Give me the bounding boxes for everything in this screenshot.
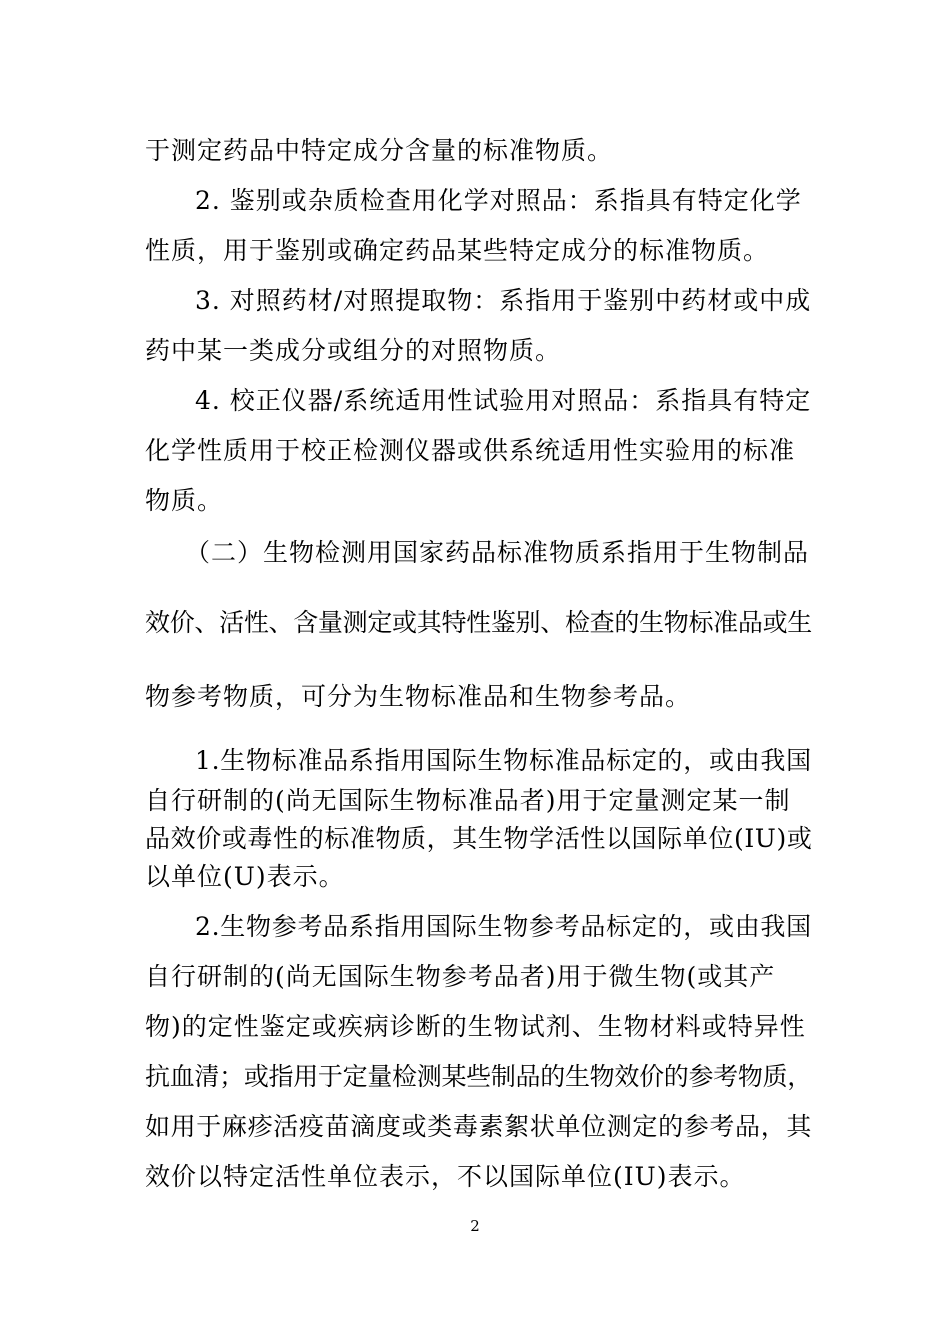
text-line: 物)的定性鉴定或疾病诊断的生物试剂、生物材料或特异性 — [145, 1012, 806, 1041]
text-line: 1.生物标准品系指用国际生物标准品标定的，或由我国 — [195, 746, 812, 775]
section-heading: （二）生物检测用国家药品标准物质系指用于生物制品 — [185, 538, 810, 567]
text-line: 物参考物质，可分为生物标准品和生物参考品。 — [145, 682, 692, 711]
text-line: 效价、活性、含量测定或其特性鉴别、检查的生物标准品或生 — [145, 608, 813, 637]
text-line: 如用于麻疹活疫苗滴度或类毒素絮状单位测定的参考品，其 — [145, 1112, 813, 1141]
text-line: 3. 对照药材/对照提取物：系指用于鉴别中药材或中成 — [195, 286, 812, 315]
text-line: 2. 鉴别或杂质检查用化学对照品：系指具有特定化学 — [195, 186, 802, 215]
text-line: 药中某一类成分或组分的对照物质。 — [145, 336, 562, 365]
text-line: 4. 校正仪器/系统适用性试验用对照品：系指具有特定 — [195, 386, 812, 415]
text-line: 自行研制的(尚无国际生物参考品者)用于微生物(或其产 — [145, 962, 776, 991]
text-line: 2.生物参考品系指用国际生物参考品标定的，或由我国 — [195, 912, 812, 941]
text-line: 以单位(U)表示。 — [145, 862, 345, 891]
text-line: 化学性质用于校正检测仪器或供系统适用性实验用的标准 — [145, 436, 796, 465]
text-line: 性质，用于鉴别或确定药品某些特定成分的标准物质。 — [145, 236, 770, 265]
text-line: 抗血清；或指用于定量检测某些制品的生物效价的参考物质， — [145, 1062, 813, 1091]
page-number: 2 — [470, 1217, 480, 1235]
text-line: 物质。 — [145, 486, 224, 515]
text-line: 自行研制的(尚无国际生物标准品者)用于定量测定某一制 — [145, 786, 791, 815]
text-line: 品效价或毒性的标准物质，其生物学活性以国际单位(IU)或 — [145, 824, 813, 853]
text-line: 效价以特定活性单位表示，不以国际单位(IU)表示。 — [145, 1162, 746, 1191]
text-line: 于测定药品中特定成分含量的标准物质。 — [145, 136, 614, 165]
